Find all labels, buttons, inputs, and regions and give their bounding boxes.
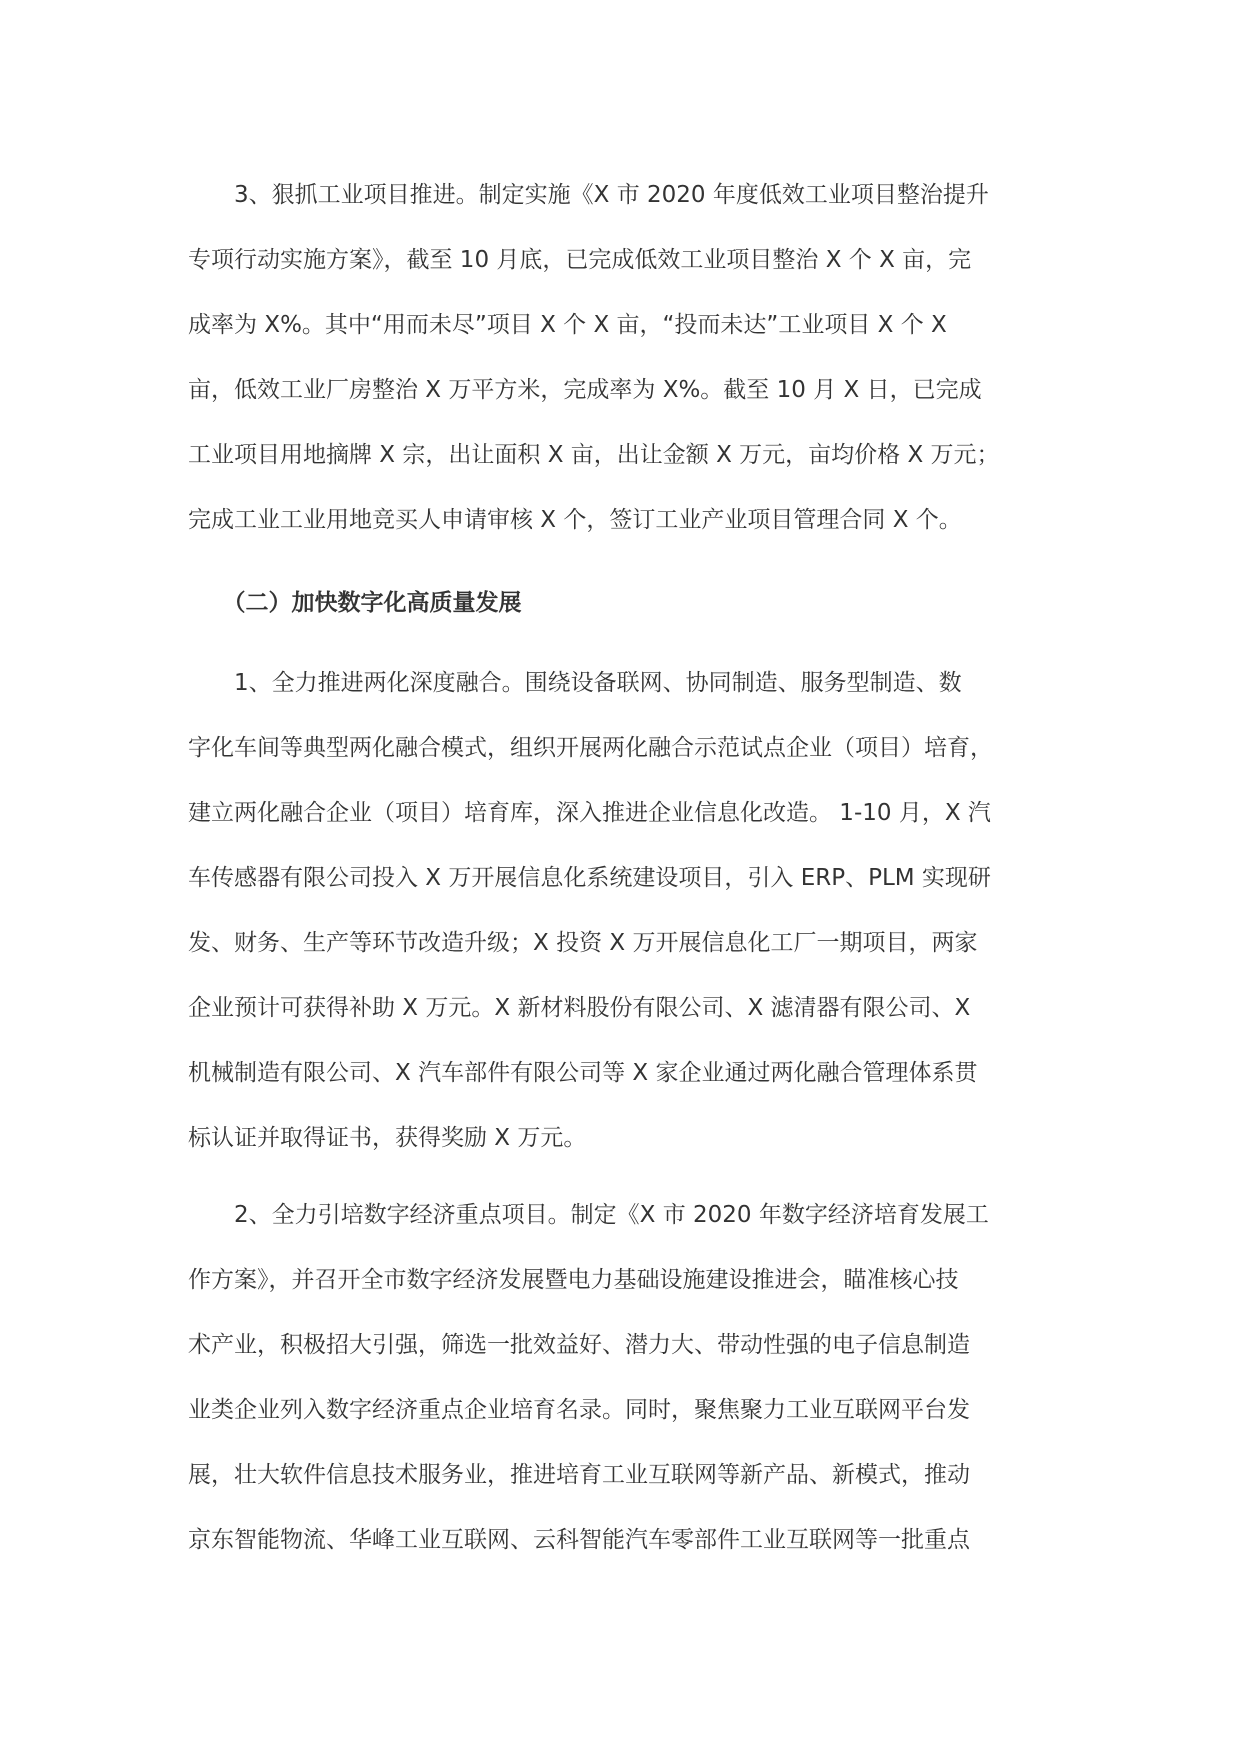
paragraph-line: 工业项目用地摘牌 X 宗，出让面积 X 亩，出让金额 X 万元，亩均价格 X 万元；: [188, 442, 1000, 468]
paragraph-line: 京东智能物流、华峰工业互联网、云科智能汽车零部件工业互联网等一批重点: [188, 1527, 970, 1553]
paragraph-line: 完成工业工业用地竞买人申请审核 X 个，签订工业产业项目管理合同 X 个。: [188, 507, 962, 533]
paragraph-line: 专项行动实施方案》，截至 10 月底，已完成低效工业项目整治 X 个 X 亩，完: [188, 247, 972, 273]
paragraph-industrial-projects: [188, 163, 1058, 553]
paragraph-line: 发、财务、生产等环节改造升级；X 投资 X 万开展信息化工厂一期项目，两家: [188, 930, 978, 956]
paragraph-line: 车传感器有限公司投入 X 万开展信息化系统建设项目，引入 ERP、PLM 实现研: [188, 865, 991, 891]
paragraph-line: 展，壮大软件信息技术服务业，推进培育工业互联网等新产品、新模式，推动: [188, 1462, 970, 1488]
paragraph-line: 机械制造有限公司、X 汽车部件有限公司等 X 家企业通过两化融合管理体系贯: [188, 1060, 978, 1086]
paragraph-informatization: [188, 651, 1058, 1171]
paragraph-line: 企业预计可获得补助 X 万元。X 新材料股份有限公司、X 滤清器有限公司、X: [188, 995, 971, 1021]
paragraph-line: 标认证并取得证书，获得奖励 X 万元。: [188, 1125, 587, 1151]
section-heading: （二）加快数字化高质量发展: [188, 590, 522, 616]
paragraph-digital-economy: [188, 1183, 1058, 1573]
paragraph-line: 术产业，积极招大引强，筛选一批效益好、潜力大、带动性强的电子信息制造: [188, 1332, 970, 1358]
paragraph-line: 成率为 X%。其中“用而未尽”项目 X 个 X 亩，“投而未达”工业项目 X 个 X: [188, 312, 947, 338]
paragraph-line: 亩，低效工业厂房整治 X 万平方米，完成率为 X%。截至 10 月 X 日，已完成: [188, 377, 982, 403]
paragraph-line: 3、狠抓工业项目推进。制定实施《X 市 2020 年度低效工业项目整治提升: [188, 182, 989, 208]
paragraph-line: 业类企业列入数字经济重点企业培育名录。同时，聚焦聚力工业互联网平台发: [188, 1397, 970, 1423]
paragraph-line: 作方案》，并召开全市数字经济发展暨电力基础设施建设推进会，瞄准核心技: [188, 1267, 959, 1293]
paragraph-line: 字化车间等典型两化融合模式，组织开展两化融合示范试点企业（项目）培育，: [188, 735, 993, 761]
paragraph-line: 2、全力引培数字经济重点项目。制定《X 市 2020 年数字经济培育发展工: [188, 1202, 989, 1228]
paragraph-line: 建立两化融合企业（项目）培育库，深入推进企业信息化改造。 1-10 月，X 汽: [188, 800, 991, 826]
paragraph-line: 1、全力推进两化深度融合。围绕设备联网、协同制造、服务型制造、数: [188, 670, 962, 696]
